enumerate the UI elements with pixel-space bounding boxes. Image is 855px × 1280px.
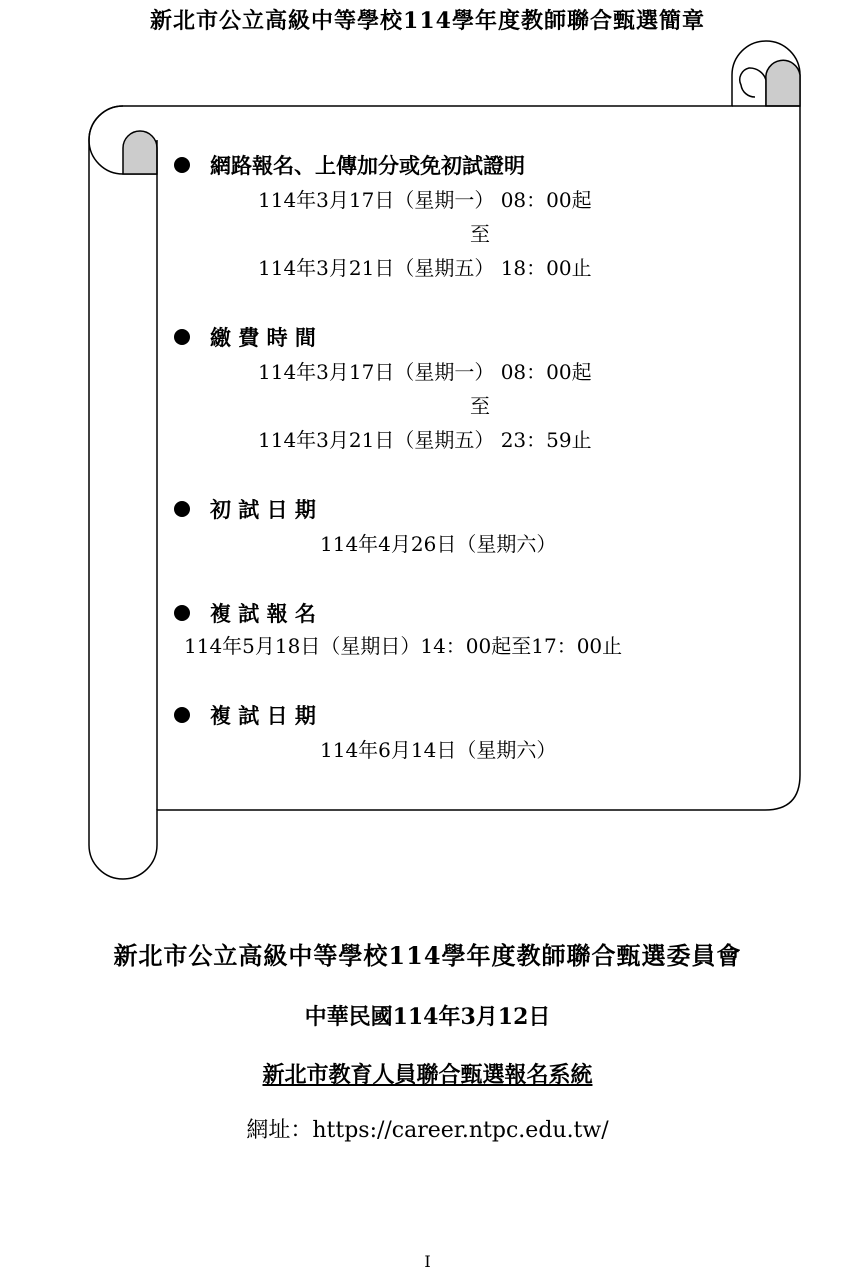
registration-heading: 網路報名、上傳加分或免初試證明 xyxy=(174,150,525,180)
preliminary-date: 114年4月26日（星期六） xyxy=(320,532,557,556)
website-url[interactable]: 網址：https://career.ntpc.edu.tw/ xyxy=(246,1118,609,1143)
system-name[interactable] xyxy=(0,1058,855,1089)
second-exam-heading: 複 試 日 期 xyxy=(174,700,316,730)
payment-heading: 繳 費 時 間 xyxy=(174,322,316,352)
preliminary-heading: 初 試 日 期 xyxy=(174,494,316,524)
registration-connector: 至 xyxy=(470,222,490,246)
committee-name: 新北市公立高級中等學校114學年度教師聯合甄選委員會 xyxy=(113,941,742,970)
second-registration-date: 114年5月18日（星期日）14：00起至17：00止 xyxy=(184,634,623,658)
payment-end: 114年3月21日（星期五） 23：59止 xyxy=(258,428,592,452)
second-registration-heading: 複 試 報 名 xyxy=(174,598,316,628)
issue-date: 中華民國114年3月12日 xyxy=(304,1004,551,1030)
registration-start: 114年3月17日（星期一） 08：00起 xyxy=(258,188,592,212)
bullet-icon xyxy=(174,329,190,345)
payment-start: 114年3月17日（星期一） 08：00起 xyxy=(258,360,592,384)
bullet-icon xyxy=(174,707,190,723)
registration-end: 114年3月21日（星期五） 18：00止 xyxy=(258,256,592,280)
second-exam-date: 114年6月14日（星期六） xyxy=(320,738,557,762)
bullet-icon xyxy=(174,605,190,621)
bullet-icon xyxy=(174,157,190,173)
system-name-link[interactable]: 新北市教育人員聯合甄選報名系統 xyxy=(262,1062,593,1088)
page-title: 新北市公立高級中等學校114學年度教師聯合甄選簡章 xyxy=(150,8,705,34)
page-number: I xyxy=(424,1252,431,1271)
bullet-icon xyxy=(174,501,190,517)
payment-connector: 至 xyxy=(470,394,490,418)
